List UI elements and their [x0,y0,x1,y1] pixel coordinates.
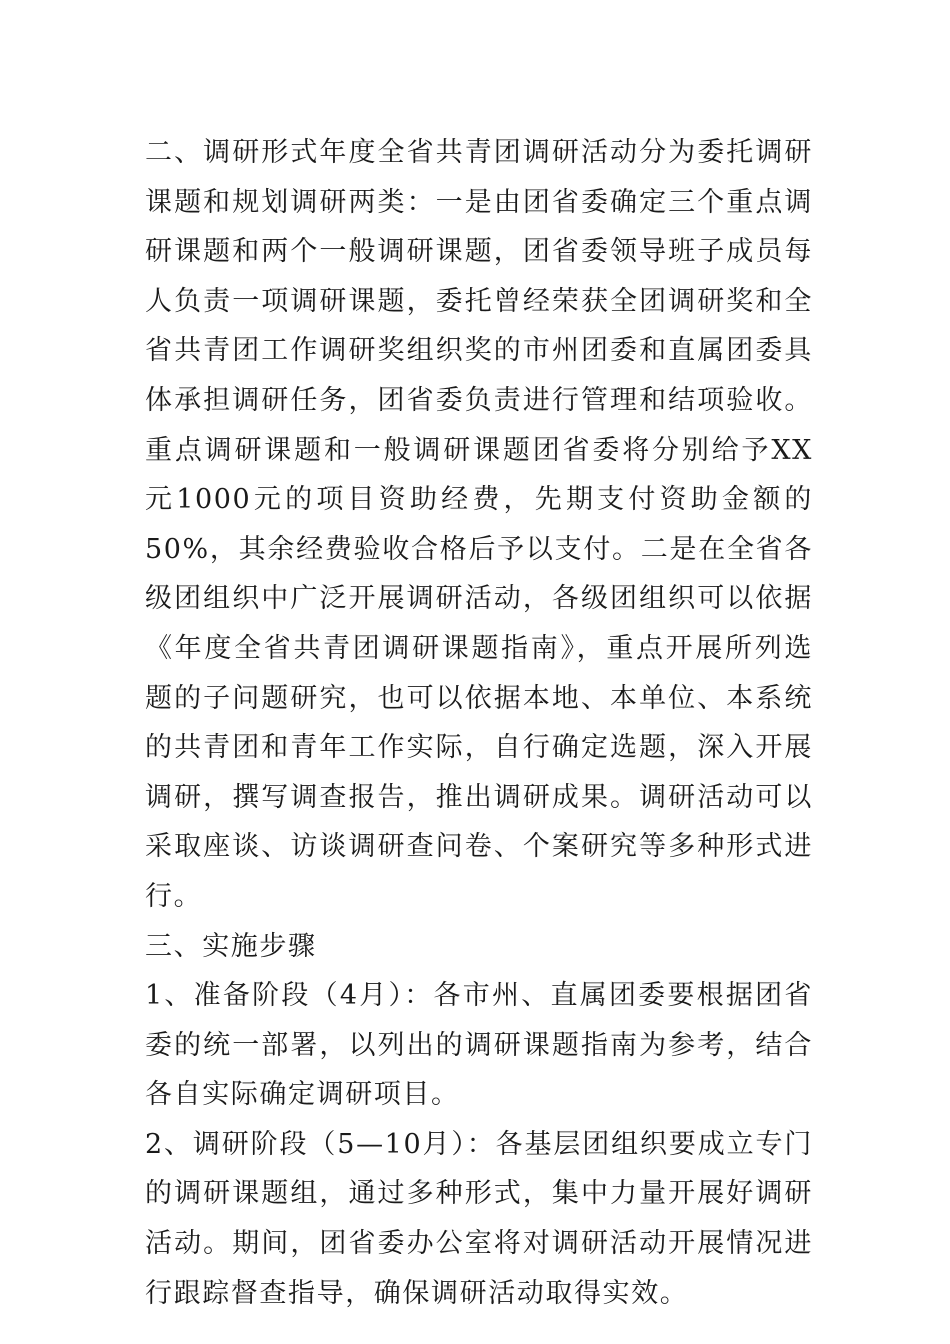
paragraph-research-format: 二、调研形式年度全省共青团调研活动分为委托调研课题和规划调研两类：一是由团省委确定三个重点调研课题和两个一般调研课题，团省委领导班子成员每人负责一项调研课题，委托曾经荣获全团调研奖和全省共青团工作调研奖组织奖的市州团委和直属团委具体承担调研任务，团省委负责进行管理和结项验收。重点调研课题和一般调研课题团省委将分别给予XX元1000元的项目资助经费，先期支付资助金额的50%，其余经费验收合格后予以支付。二是在全省各级团组织中广泛开展调研活动，各级团组织可以依据《年度全省共青团调研课题指南》，重点开展所列选题的子问题研究，也可以依据本地、本单位、本系统的共青团和青年工作实际，自行确定选题，深入开展调研，撰写调查报告，推出调研成果。调研活动可以采取座谈、访谈调研查问卷、个案研究等多种形式进行。 [145,137,813,912]
paragraph-research-stage: 2、调研阶段（5—10月）：各基层团组织要成立专门的调研课题组，通过多种形式，集中力量开展好调研活动。期间，团省委办公室将对调研活动开展情况进行跟踪督查指导，确保调研活动取得实效。 [145,1128,813,1309]
document-body [145,128,813,1318]
section-heading-implementation-steps: 三、实施步骤 [145,930,317,962]
paragraph-preparation-stage: 1、准备阶段（4月）：各市州、直属团委要根据团省委的统一部署，以列出的调研课题指南为参考，结合各自实际确定调研项目。 [145,980,813,1111]
